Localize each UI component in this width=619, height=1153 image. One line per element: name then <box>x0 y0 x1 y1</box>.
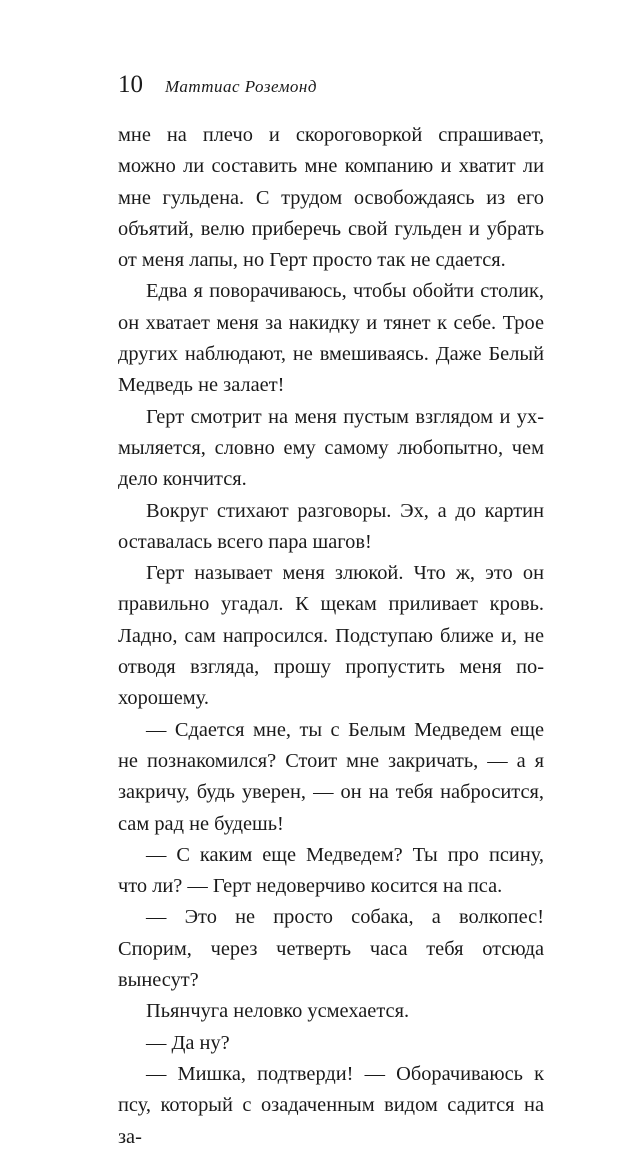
paragraph-continued: мне на плечо и скороговоркой спрашивает, можно ли составить мне компанию и хватит ли мне гульдена. С трудом освобождаясь из его объятий, велю приберечь свой гульден и убрать от меня лапы, но Герт просто так не сдается. <box>118 124 544 272</box>
dialogue-paragraph: — Мишка, подтверди! — Оборачиваюсь к псу, который с озадаченным видом садится на за- <box>118 1062 544 1148</box>
running-head-author: Маттиас Роземонд <box>165 77 317 96</box>
page-header <box>118 70 317 100</box>
dialogue-paragraph: — Да ну? <box>146 1031 230 1054</box>
dialogue-paragraph: — Это не просто собака, а волкопес! Спорим, через четверть часа тебя отсюда вынесут? <box>118 906 544 992</box>
paragraph: Герт называет меня злюкой. Что ж, это он правильно угадал. К щекам приливает кровь. Ладно, сам напросился. Подступаю ближе и, не отводя взгляда, прошу пропустить меня по-хорошему. <box>118 562 544 710</box>
paragraph: Едва я поворачиваюсь, чтобы обойти столик, он хватает меня за накидку и тянет к себе. Трое других наблюдают, не вмешиваясь. Даже Белый Медведь не залает! <box>118 280 544 397</box>
paragraph: Вокруг стихают разговоры. Эх, а до картин оставалась всего пара шагов! <box>118 499 544 553</box>
paragraph: Пьянчуга неловко усмехается. <box>146 1000 410 1023</box>
dialogue-paragraph: — С каким еще Медведем? Ты про псину, что ли? — Герт недоверчиво косится на пса. <box>118 843 544 898</box>
dialogue-paragraph: — Сдается мне, ты с Белым Медведем еще не познакомился? Стоит мне закричать, — а я закричу, будь уверен, — он на тебя набросится, сам рад не будешь! <box>118 718 544 835</box>
page-number: 10 <box>118 71 143 98</box>
text-body <box>118 120 544 1153</box>
paragraph: Герт смотрит на меня пустым взглядом и ухмыляется, словно ему самому любопытно, чем дело кончится. <box>118 405 544 491</box>
